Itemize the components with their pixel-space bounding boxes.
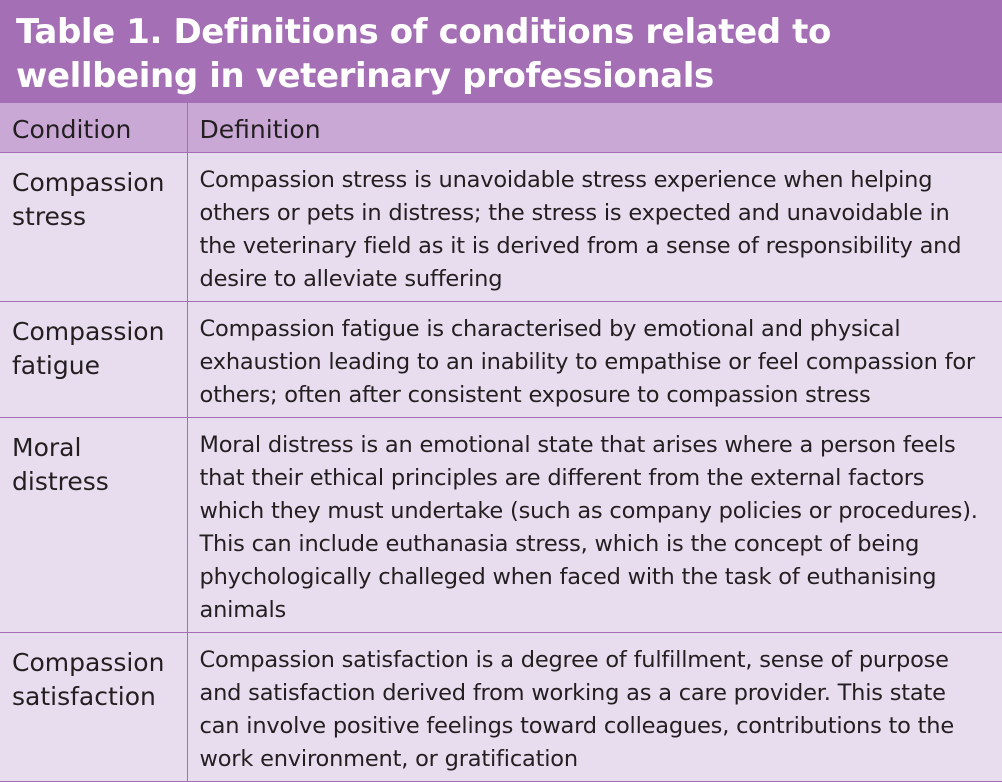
table-title: Table 1. Definitions of conditions related to wellbeing in veterinary professionals xyxy=(0,0,1002,102)
condition-cell: Compassion satisfaction xyxy=(0,633,187,782)
header-row xyxy=(0,103,1002,153)
definition-cell: Compassion fatigue is characterised by emotional and physical exhaustion leading to an inability to empathise or feel compassion for others; often after consistent exposure to compassion stress xyxy=(187,302,1002,418)
definition-cell: Compassion stress is unavoidable stress experience when helping others or pets in distress; the stress is expected and unavoidable in the veterinary field as it is derived from a sense of responsibility and desire to alleviate suffering xyxy=(187,153,1002,302)
table-row xyxy=(0,418,1002,633)
table-body xyxy=(0,102,1002,782)
table-row xyxy=(0,153,1002,302)
table-row xyxy=(0,633,1002,782)
definition-cell: Moral distress is an emotional state that arises where a person feels that their ethical principles are different from the external factors which they must undertake (such as company policies or procedures). This can include euthanasia stress, which is the concept of being phychologically challeged when faced with the task of euthanising animals xyxy=(187,418,1002,633)
column-header-definition: Definition xyxy=(187,103,1002,153)
definition-cell: Compassion satisfaction is a degree of fulfillment, sense of purpose and satisfaction derived from working as a care provider. This state can involve positive feelings toward colleagues, contributions to the work environment, or gratification xyxy=(187,633,1002,782)
column-header-condition: Condition xyxy=(0,103,187,153)
table-row xyxy=(0,302,1002,418)
condition-cell: Compassion fatigue xyxy=(0,302,187,418)
condition-cell: Compassion stress xyxy=(0,153,187,302)
condition-cell: Moral distress xyxy=(0,418,187,633)
